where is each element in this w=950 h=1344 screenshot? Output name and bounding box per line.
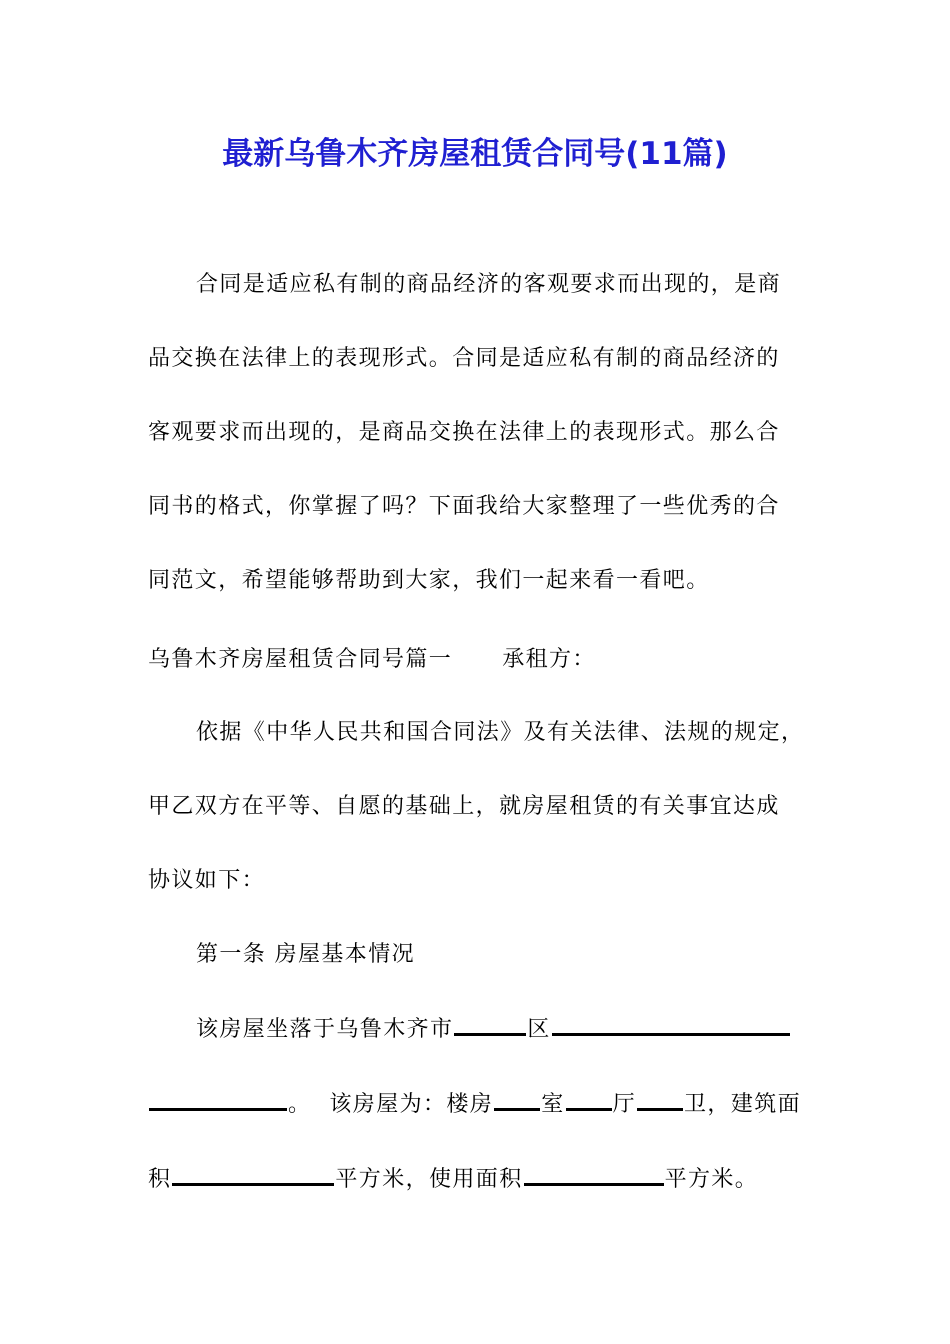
address-end: 。 [288, 1092, 312, 1117]
blank-rooms[interactable] [494, 1090, 540, 1111]
blank-address-cont[interactable] [149, 1090, 287, 1111]
agreement-line-1: 依据《中华人民共和国合同法》及有关法律、法规的规定， [196, 720, 805, 745]
lessee-label: 承租方： [502, 647, 596, 672]
blank-address[interactable] [552, 1015, 790, 1036]
section-heading: 乌鲁木齐房屋租赁合同号篇一 [148, 647, 453, 672]
bath-label: 卫，建筑面 [684, 1092, 802, 1117]
blank-halls[interactable] [566, 1090, 612, 1111]
house-type-line [148, 1090, 801, 1120]
section-heading-line [148, 645, 596, 675]
blank-city-district[interactable] [454, 1015, 526, 1036]
document-title: 最新乌鲁木齐房屋租赁合同号(11篇) [222, 136, 728, 172]
room-label: 室 [541, 1092, 565, 1117]
hall-label: 厅 [612, 1092, 637, 1117]
article-one-heading: 第一条 房屋基本情况 [196, 942, 415, 967]
intro-line-5: 同范文，希望能够帮助到大家，我们一起来看一看吧。 [148, 568, 710, 593]
house-is-label: 该房屋为：楼房 [329, 1092, 494, 1117]
blank-usable-area[interactable] [524, 1165, 664, 1186]
location-line [196, 1015, 791, 1045]
usable-unit: 平方米。 [664, 1167, 759, 1192]
blank-building-area[interactable] [172, 1165, 334, 1186]
agreement-line-2: 甲乙双方在平等、自愿的基础上，就房屋租赁的有关事宜达成 [148, 794, 780, 819]
intro-line-1: 合同是适应私有制的商品经济的客观要求而出现的，是商 [196, 272, 782, 297]
blank-baths[interactable] [637, 1090, 683, 1111]
district-label: 区 [527, 1017, 551, 1042]
location-prefix: 该房屋坐落于乌鲁木齐市 [196, 1017, 454, 1042]
agreement-line-3: 协议如下： [148, 868, 266, 893]
intro-line-4: 同书的格式，你掌握了吗？下面我给大家整理了一些优秀的合 [148, 494, 780, 519]
area-prefix: 积 [148, 1167, 172, 1192]
area-line [148, 1165, 758, 1195]
area-unit: 平方米，使用面积 [335, 1167, 523, 1192]
intro-line-3: 客观要求而出现的，是商品交换在法律上的表现形式。那么合 [148, 420, 780, 445]
intro-line-2: 品交换在法律上的表现形式。合同是适应私有制的商品经济的 [148, 346, 780, 371]
